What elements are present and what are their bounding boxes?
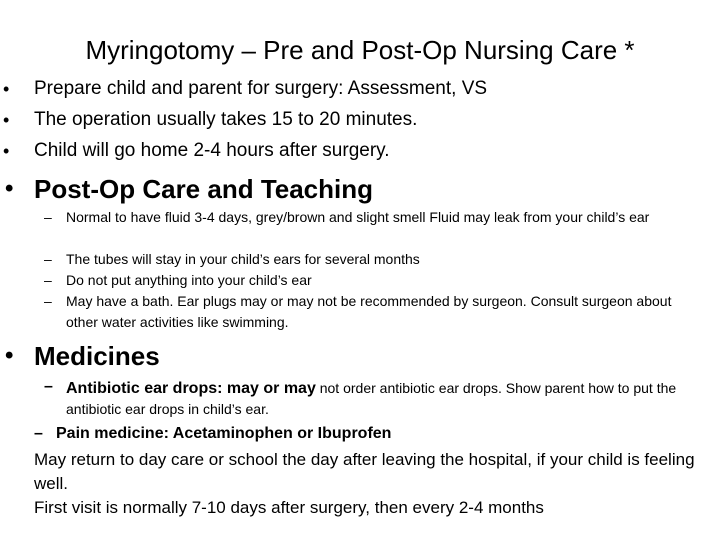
pain-medicine-text: Pain medicine: Acetaminophen or Ibuprofen bbox=[56, 425, 392, 442]
dash-marker: – bbox=[34, 425, 43, 442]
dash-marker: – bbox=[44, 293, 52, 309]
bullet-dot: • bbox=[3, 79, 10, 99]
dash-marker: – bbox=[44, 378, 53, 395]
medicines-heading: Medicines bbox=[34, 341, 160, 371]
bullet-dot: • bbox=[3, 110, 10, 130]
bullet-text: The operation usually takes 15 to 20 minutes. bbox=[34, 109, 418, 130]
antibiotic-rest: not order antibiotic ear drops. Show parent how to put the antibiotic ear drops in child’s ear. bbox=[66, 380, 677, 417]
item-text: The tubes will stay in your child’s ears for several months bbox=[66, 251, 420, 267]
dash-marker: – bbox=[44, 251, 52, 267]
dash-marker: – bbox=[44, 209, 52, 225]
item-text: May have a bath. Ear plugs may or may not be recommended by surgeon. Consult surgeon about other water activities like swimming. bbox=[66, 293, 672, 330]
antibiotic-bold: Antibiotic ear drops: may or may bbox=[66, 380, 316, 397]
bullet-dot: • bbox=[5, 175, 14, 202]
item-text: Do not put anything into your child’s ear bbox=[66, 272, 312, 288]
bullet-text: Prepare child and parent for surgery: Assessment, VS bbox=[34, 78, 488, 99]
post-op-heading: Post-Op Care and Teaching bbox=[34, 174, 374, 204]
return-text: May return to day care or school the day after leaving the hospital, if your child is feeling well. bbox=[34, 450, 695, 493]
bullet-dot: • bbox=[5, 342, 14, 369]
item-text: Normal to have fluid 3-4 days, grey/brown and slight smell Fluid may leak from your child’s ear bbox=[66, 209, 650, 225]
dash-marker: – bbox=[44, 272, 52, 288]
bullet-dot: • bbox=[3, 141, 10, 161]
slide-title: Myringotomy – Pre and Post-Op Nursing Care * bbox=[85, 35, 635, 65]
bullet-text: Child will go home 2-4 hours after surgery. bbox=[34, 140, 390, 161]
first-visit-text: First visit is normally 7-10 days after surgery, then every 2-4 months bbox=[34, 498, 544, 517]
antibiotic-text bbox=[66, 378, 706, 420]
